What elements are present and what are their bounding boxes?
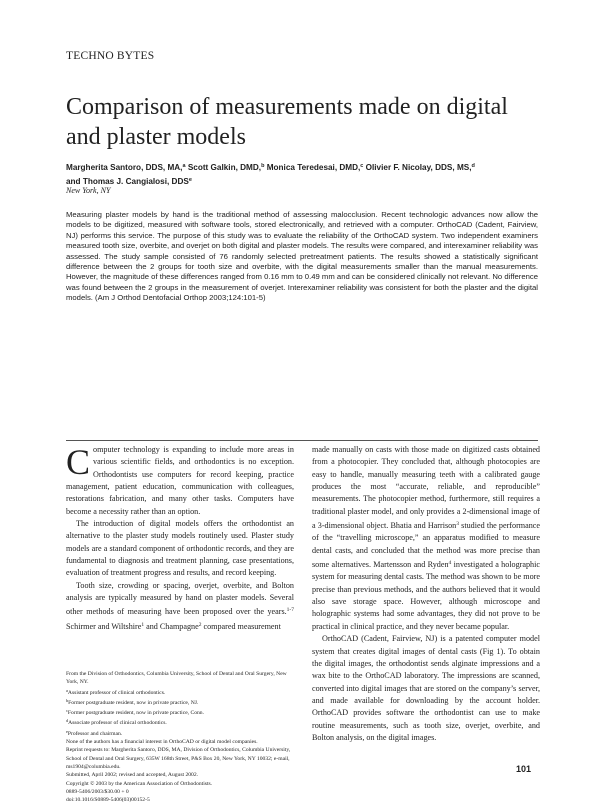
body-paragraph <box>66 444 294 518</box>
citation-mark: 1-7 <box>286 607 294 614</box>
abstract: Measuring plaster models by hand is the traditional method of assessing malocclusion. Recent technologic advances now allow the models to be digitized, measured with software tools, stored electronically, and retrieved with a computer. OrthoCAD (Cadent, Fairview, NJ) performs this service. The purpose of this study was to evaluate the reliability of the OrthoCAD system. Two independent examiners measured tooth size, overbite, and overjet on both digital and plaster models. The results were compared, and interexaminer reliability was assessed. The study sample consisted of 76 randomly selected pretreatment patients. The results showed a statistically significant difference between the 2 groups for tooth size and overbite, with the digital measurements smaller than the manual measurements. However, the magnitude of these differences ranged from 0.16 mm to 0.49 mm and can be considered clinically not relevant. No difference was found between the 2 groups in the measurement of overjet. Interexaminer reliability was consistent for both the plaster and the digital models. (Am J Orthod Dentofacial Orthop 2003;124:101-5) <box>66 210 538 303</box>
citation-mark: 2 <box>198 621 202 628</box>
paragraph-text: made manually on casts with those made on digitized casts obtained from a photocopier. They concluded that, although photocopies are easy to handle, manually measuring teeth with a calibrated gauge produces the most “accurate, reliable, and reproducible” measurements. The photocopier method, furthermore, still requires a traditional plaster model, and only provides a 2-dimensional image of a 3-dimensional object. Bhatia and Harrison <box>312 445 540 531</box>
footnote-doi: doi:10.1016/S0889-5406(03)00152-5 <box>66 797 150 804</box>
author-name: Olivier F. Nicolay, DDS, MS, <box>365 163 472 172</box>
author-affiliation-mark: a <box>182 163 186 169</box>
footnote-disclosure: None of the authors has a financial interest in OrthoCAD or digital model companies. <box>66 739 258 746</box>
divider <box>66 440 538 441</box>
body-column-right <box>312 444 540 744</box>
footnote-mark: c <box>66 708 68 714</box>
footnote-text: Former postgraduate resident, now in private practice, NJ. <box>68 699 199 706</box>
footnote-mark: b <box>66 697 69 703</box>
author-name: Scott Galkin, DMD, <box>187 163 262 172</box>
paragraph-text: Tooth size, crowding or spacing, overjet, overbite, and Bolton analysis are typically measured by hand on plaster models. Several other methods of measuring have been proposed over the years. <box>66 580 294 617</box>
body-column-left <box>66 444 294 633</box>
citation-mark: 3 <box>456 521 459 528</box>
paragraph-text: investigated a holographic system for measuring dental casts. The method was shown to be more precise than previous methods, and the authors believed that it would also save storage space. However, although microscope and holographic systems had some advantages, they did not prove to be practical in clinical practice, and they never became popular. <box>312 560 540 631</box>
paragraph-text: compared measurement <box>201 621 281 631</box>
paragraph-text: omputer technology is expanding to include more areas in various scientific fields, and orthodontics is no exception. Orthodontists use computers for record keeping, practice management, patient education, communication with colleagues, restorations fabrication, and many other tasks. Computers have become a necessity rather than an option. <box>66 445 294 516</box>
author-list <box>66 160 546 188</box>
section-label: TECHNO BYTES <box>66 50 155 62</box>
author-affiliation-mark: e <box>188 177 192 183</box>
author-name: and Thomas J. Cangialosi, DDS <box>66 177 189 186</box>
footnote-copyright: Copyright © 2003 by the American Association of Orthodontists. <box>66 780 213 787</box>
footnote-mark: a <box>66 687 68 693</box>
drop-cap: C <box>66 442 91 482</box>
paragraph-text: Schirmer and Wiltshire <box>66 621 142 631</box>
citation-mark: 4 <box>448 560 452 567</box>
footnotes <box>66 670 294 804</box>
author-affiliation-mark: d <box>471 163 475 169</box>
page-number: 101 <box>516 764 532 774</box>
footnote <box>66 697 294 707</box>
citation-mark: 1 <box>141 621 145 628</box>
footnote-mark: e <box>66 728 68 734</box>
footnote <box>66 707 294 717</box>
footnote-reprints: Reprint requests to: Margherita Santoro, DDS, MA, Division of Orthodontics, Columbia University, School of Dental and Oral Surgery, 635W 168th Street, P&S Box 20, New York, NY 10032; e-mail, ms1904@columbia.edu. <box>66 747 291 770</box>
footnote-text: Professor and chairman. <box>67 730 123 737</box>
footnote-affiliation: From the Division of Orthodontics, Columbia University, School of Dental and Oral Surgery, New York, NY. <box>66 671 287 686</box>
footnote-text: Assistant professor of clinical orthodontics. <box>67 689 166 696</box>
author-name: Monica Teredesai, DMD, <box>266 163 361 172</box>
author-name: Margherita Santoro, DDS, MA, <box>66 163 183 172</box>
author-affiliation-mark: c <box>360 163 364 169</box>
author-location: New York, NY <box>66 186 111 195</box>
footnote-submitted: Submitted, April 2002; revised and accepted, August 2002. <box>66 772 199 779</box>
body-paragraph <box>312 444 540 633</box>
footnote-issn: 0889-5406/2003/$30.00 + 0 <box>66 788 129 795</box>
body-paragraph: OrthoCAD (Cadent, Fairview, NJ) is a patented computer model system that creates digital images of dental casts (Fig 1). To obtain the digital images, the orthodontist sends alginate impressions and a wax bite to the OrthoCAD laboratory. The impressions are scanned, converted into digital images that are stored on the company’s server, and made available for downloading by the account holder. OrthoCAD provides software the orthodontist can use to make routine measurements, such as tooth size, overjet, overbite, and Bolton analysis, on the digital images. <box>312 634 540 742</box>
article-title: Comparison of measurements made on digital and plaster models <box>66 94 508 150</box>
footnote <box>66 728 294 738</box>
footnote <box>66 687 294 697</box>
paragraph-text: and Champagne <box>144 621 199 631</box>
footnote-text: Former postgraduate resident, now in private practice, Conn. <box>67 710 204 717</box>
footnote-mark: d <box>66 718 69 724</box>
body-paragraph <box>66 580 294 633</box>
paragraph-text: studied the performance of the “travelling microscope,” an apparatus modified to measure dental casts, and concluded that the method was more precise than some alternatives. Martensson and Ryden <box>312 521 540 570</box>
body-paragraph: The introduction of digital models offers the orthodontist an alternative to the plaster study models routinely used. Plaster study models are a standard component of orthodontic records, and they are fundamental to diagnosis and treatment planning, case presentations, evaluation of treatment progress and results, and record keeping. <box>66 519 294 578</box>
footnote-text: Associate professor of clinical orthodontics. <box>68 720 167 727</box>
footnote <box>66 717 294 727</box>
author-affiliation-mark: b <box>261 163 265 169</box>
